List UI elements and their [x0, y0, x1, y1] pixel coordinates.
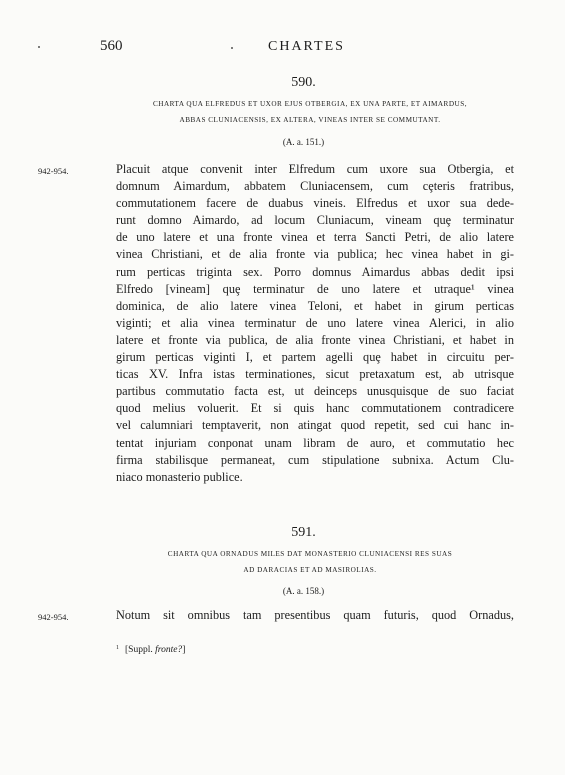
text-line: tentat injuriam conponat unam libram de auro, et commutatio hec: [116, 435, 514, 450]
footnote-suffix: ]: [182, 645, 186, 655]
charter-number: 590.: [291, 75, 316, 90]
page-number: 560: [100, 38, 123, 54]
text-line: latere et fronte via publica, de alia fronte vinea Christiani, et habet in: [116, 332, 514, 347]
charter-heading: [110, 546, 510, 578]
charter-text: [116, 161, 514, 486]
heading-line: AD DARACIAS ET AD MASIROLIAS.: [243, 566, 377, 574]
text-line: vinea Christiani, et de alia fronte via publica; hec vinea habet in gi-: [116, 247, 514, 262]
charter-text: [116, 607, 514, 624]
text-line: partibus commutatio facta est, ut deinceps unusquisque de suo faciat: [116, 384, 514, 399]
margin-note: 942-954.: [38, 612, 69, 622]
paper-speck: [231, 47, 233, 49]
heading-line: CHARTA QUA ORNADUS MILES DAT MONASTERIO CLUNIACENSI RES SUAS: [167, 550, 453, 558]
text-line: Notum sit omnibus tam presentibus quam futuris, quod Ornadus,: [116, 608, 514, 622]
margin-note: 942-954.: [38, 166, 69, 176]
footnote: [116, 645, 185, 655]
charter-date: (A. a. 151.): [282, 137, 325, 147]
paper-speck: [38, 46, 40, 48]
running-title: CHARTES: [268, 39, 345, 54]
page-header: [0, 38, 565, 58]
text-line: viginti; et alia vinea terminatur de uno latere vinea Alerici, in alio: [116, 315, 514, 330]
text-line: runt domno Aimardo, ad locum Cluniacum, vineam quȩ terminatur: [116, 213, 514, 228]
text-line: domnum Aimardum, abbatem Cluniacensem, cum cȩteris fratribus,: [116, 179, 514, 194]
charter-date: (A. a. 158.): [282, 586, 325, 596]
text-line: de uno latere et una fronte vinea et terra Sancti Petri, de alio latere: [116, 230, 514, 245]
footnote-italic: fronte?: [155, 645, 183, 655]
footnote-marker: 1: [116, 645, 119, 651]
text-line: dominica, de alio latere vinea Teloni, et habet in girum perticas: [116, 298, 514, 313]
heading-line: ABBAS CLUNIACENSIS, EX ALTERA, VINEAS INTER SE COMMUTANT.: [179, 116, 441, 124]
text-line: Placuit atque convenit inter Elfredum cum uxore sua Otbergia, et: [116, 162, 514, 176]
text-line: commutationem facere de duabus vineis. Elfredus et uxor sua dede-: [116, 196, 514, 211]
heading-line: CHARTA QUA ELFREDUS ET UXOR EJUS OTBERGIA, EX UNA PARTE, ET AIMARDUS,: [152, 100, 468, 108]
text-line: firma stabilisque permaneat, cum stipulatione subnixa. Actum Clu-: [116, 452, 514, 467]
footnote-prefix: [Suppl.: [125, 645, 156, 655]
text-line: quod melius voluerit. Et si quis hanc commutationem contradicere: [116, 401, 514, 416]
text-line: rum perticas triginta sex. Porro domnus Aimardus abbas dedit ipsi: [116, 264, 514, 279]
charter-heading: [110, 96, 510, 128]
text-line: girum perticas viginti I, et partem agelli quȩ habet in circuitu per-: [116, 350, 514, 365]
text-line: ticas XV. Infra istas terminationes, sicut pretaxatum est, ab utrisque: [116, 367, 514, 382]
text-line: vel calumniari temptaverit, non atingat quod repetit, sed cui hanc in-: [116, 418, 514, 433]
charter-number: 591.: [291, 525, 316, 540]
text-line: Elfredo [vineam] quȩ terminatur de uno latere et utraque¹ vinea: [116, 281, 514, 296]
text-line: niaco monasterio publice.: [116, 469, 243, 484]
